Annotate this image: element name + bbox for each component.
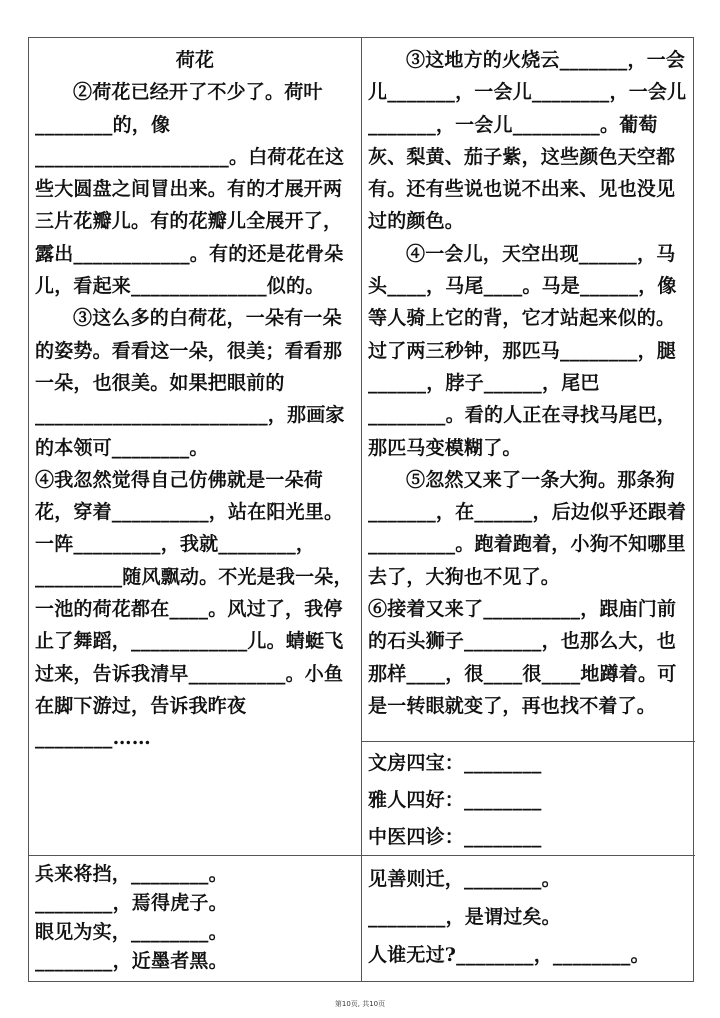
proverb-line: ________，近墨者黑。 <box>35 950 228 972</box>
lotus-paragraph-4: ④我忽然觉得自己仿佛就是一朵荷花，穿着__________，站在阳光里。一阵_________，我就________，_________随风飘动。不光是我一朵，一池的荷花都在____。风过了，我停止了舞蹈，____________儿。蜻蜓飞过来，告诉我清早__________。小鱼在脚下游过，告诉我昨夜________…… <box>35 468 353 750</box>
passage-title: 荷花 <box>175 49 215 71</box>
proverb-line: 眼见为实，________。 <box>35 921 228 943</box>
right-row-divider <box>362 741 695 742</box>
cloud-paragraph-3: ③这地方的火烧云_______，一会儿_______，一会儿________，一会儿_______，一会儿_________。葡萄灰、梨黄、茄子紫，这些颜色天空都有。还有些说也说不出来、见也没见过的颜色。 <box>368 49 687 233</box>
fill-line: 文房四宝：________ <box>368 752 542 774</box>
fire-cloud-passage-cell <box>368 44 689 722</box>
fill-line: 中医四诊：________ <box>368 826 542 848</box>
page-number-footer: 第10页, 共10页 <box>334 1000 386 1008</box>
worksheet-table <box>28 37 694 982</box>
cloud-paragraph-6: ⑥接着又来了__________，跟庙门前的石头狮子________，也那么大，也那样____，很____很____地蹲着。可是一转眼就变了，再也找不着了。 <box>368 598 677 717</box>
proverb-line: 兵来将挡，________。 <box>35 863 228 885</box>
column-divider <box>361 38 362 981</box>
proverbs-left-cell <box>35 860 355 976</box>
lotus-passage-cell <box>35 44 355 755</box>
lotus-paragraph-2: ②荷花已经开了不少了。荷叶________的，像____________________。白荷花在这些大圆盘之间冒出来。有的才展开两三片花瓣儿。有的花瓣儿全展开了，露出____________。有的还是花骨朵儿，看起来______________似的。 <box>35 81 345 298</box>
proverbs-right-cell <box>368 860 689 974</box>
cloud-paragraph-4: ④一会儿，天空出现______，马头____，马尾____。马是______，像等人骑上它的背，它才站起来似的。过了两三秒钟，那匹马________，腿______，脖子______，尾巴________。看的人正在寻找马尾巴，那匹马变模糊了。 <box>368 242 677 459</box>
proverb-line: ________，是谓过矣。 <box>368 906 561 928</box>
proverb-line: ________，焉得虎子。 <box>35 892 228 914</box>
cloud-paragraph-5: ⑤忽然又来了一条大狗。那条狗_______，在______，后边似乎还跟着_________。跑着跑着，小狗不知哪里去了，大狗也不见了。 <box>368 468 687 588</box>
idioms-fours-cell <box>368 745 689 856</box>
fill-line: 雅人四好：________ <box>368 789 542 811</box>
lotus-paragraph-3: ③这么多的白荷花，一朵有一朵的姿势。看看这一朵，很美；看看那一朵，也很美。如果把眼前的________________________，那画家的本领可________。 <box>35 307 345 459</box>
proverb-line: 见善则迁，________。 <box>368 868 561 890</box>
proverb-line: 人谁无过?________，________。 <box>368 944 650 966</box>
